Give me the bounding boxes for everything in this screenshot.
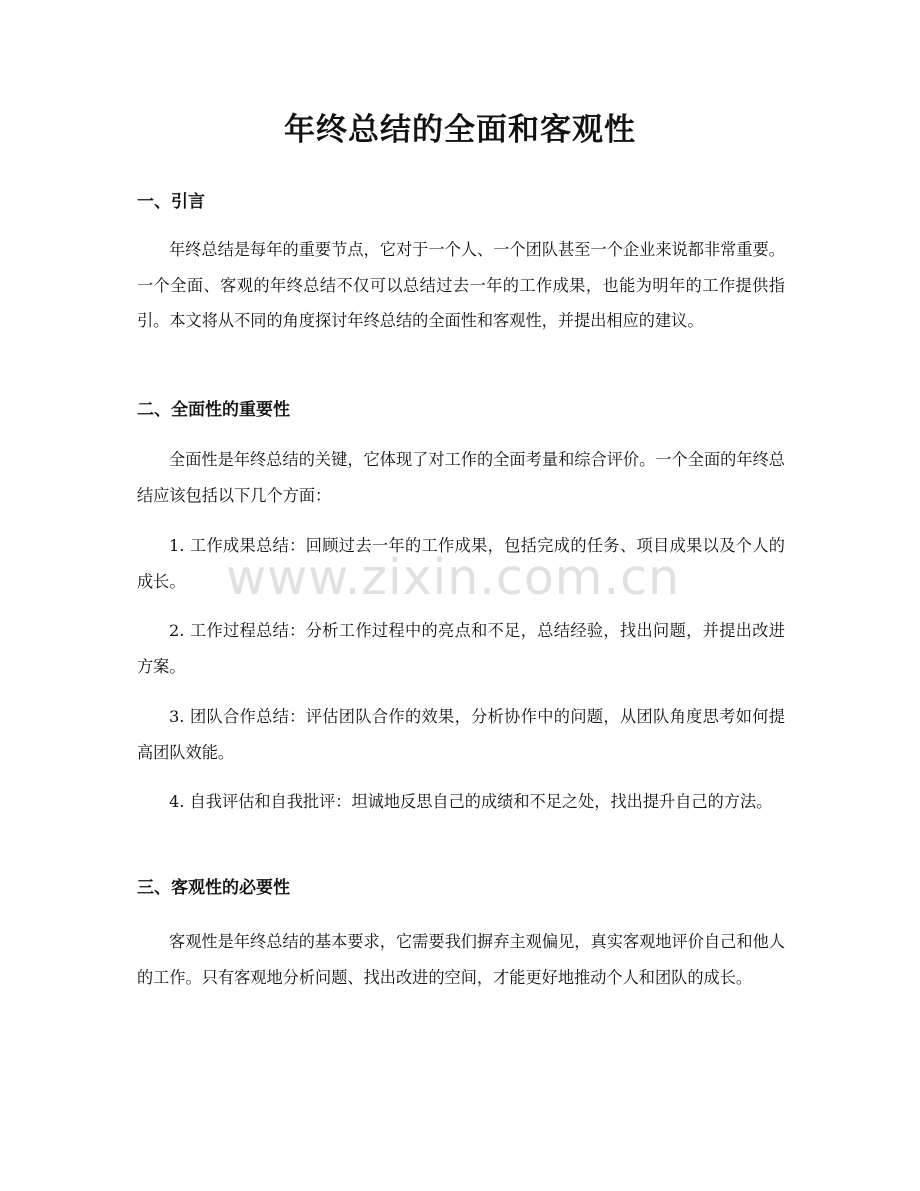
section-heading-objectivity: 三、客观性的必要性 [137,878,290,898]
list-item-work-process: 2. 工作过程总结：分析工作过程中的亮点和不足，总结经验，找出问题，并提出改进方案。 [137,621,785,676]
watermark: www.zixin.com.cn [226,549,681,606]
section-heading-introduction: 一、引言 [137,192,205,212]
list-item-teamwork: 3. 团队合作总结：评估团队合作的效果，分析协作中的问题，从团队角度思考如何提高团队效能。 [137,707,785,762]
section-heading-comprehensiveness: 二、全面性的重要性 [137,400,290,420]
paragraph-comprehensiveness-intro: 全面性是年终总结的关键，它体现了对工作的全面考量和综合评价。一个全面的年终总结应该包括以下几个方面： [137,450,785,505]
list-item-self-assessment: 4. 自我评估和自我批评：坦诚地反思自己的成绩和不足之处，找出提升自己的方法。 [169,792,773,811]
paragraph-introduction: 年终总结是每年的重要节点，它对于一个人、一个团队甚至一个企业来说都非常重要。一个全面、客观的年终总结不仅可以总结过去一年的工作成果，也能为明年的工作提供指引。本文将从不同的角度探讨年终总结的全面性和客观性，并提出相应的建议。 [137,240,785,330]
document-title: 年终总结的全面和客观性 [284,112,636,148]
paragraph-objectivity: 客观性是年终总结的基本要求，它需要我们摒弃主观偏见，真实客观地评价自己和他人的工作。只有客观地分析问题、找出改进的空间，才能更好地推动个人和团队的成长。 [137,932,785,987]
list-item-work-results: 1. 工作成果总结：回顾过去一年的工作成果，包括完成的任务、项目成果以及个人的成长。 [137,536,785,591]
